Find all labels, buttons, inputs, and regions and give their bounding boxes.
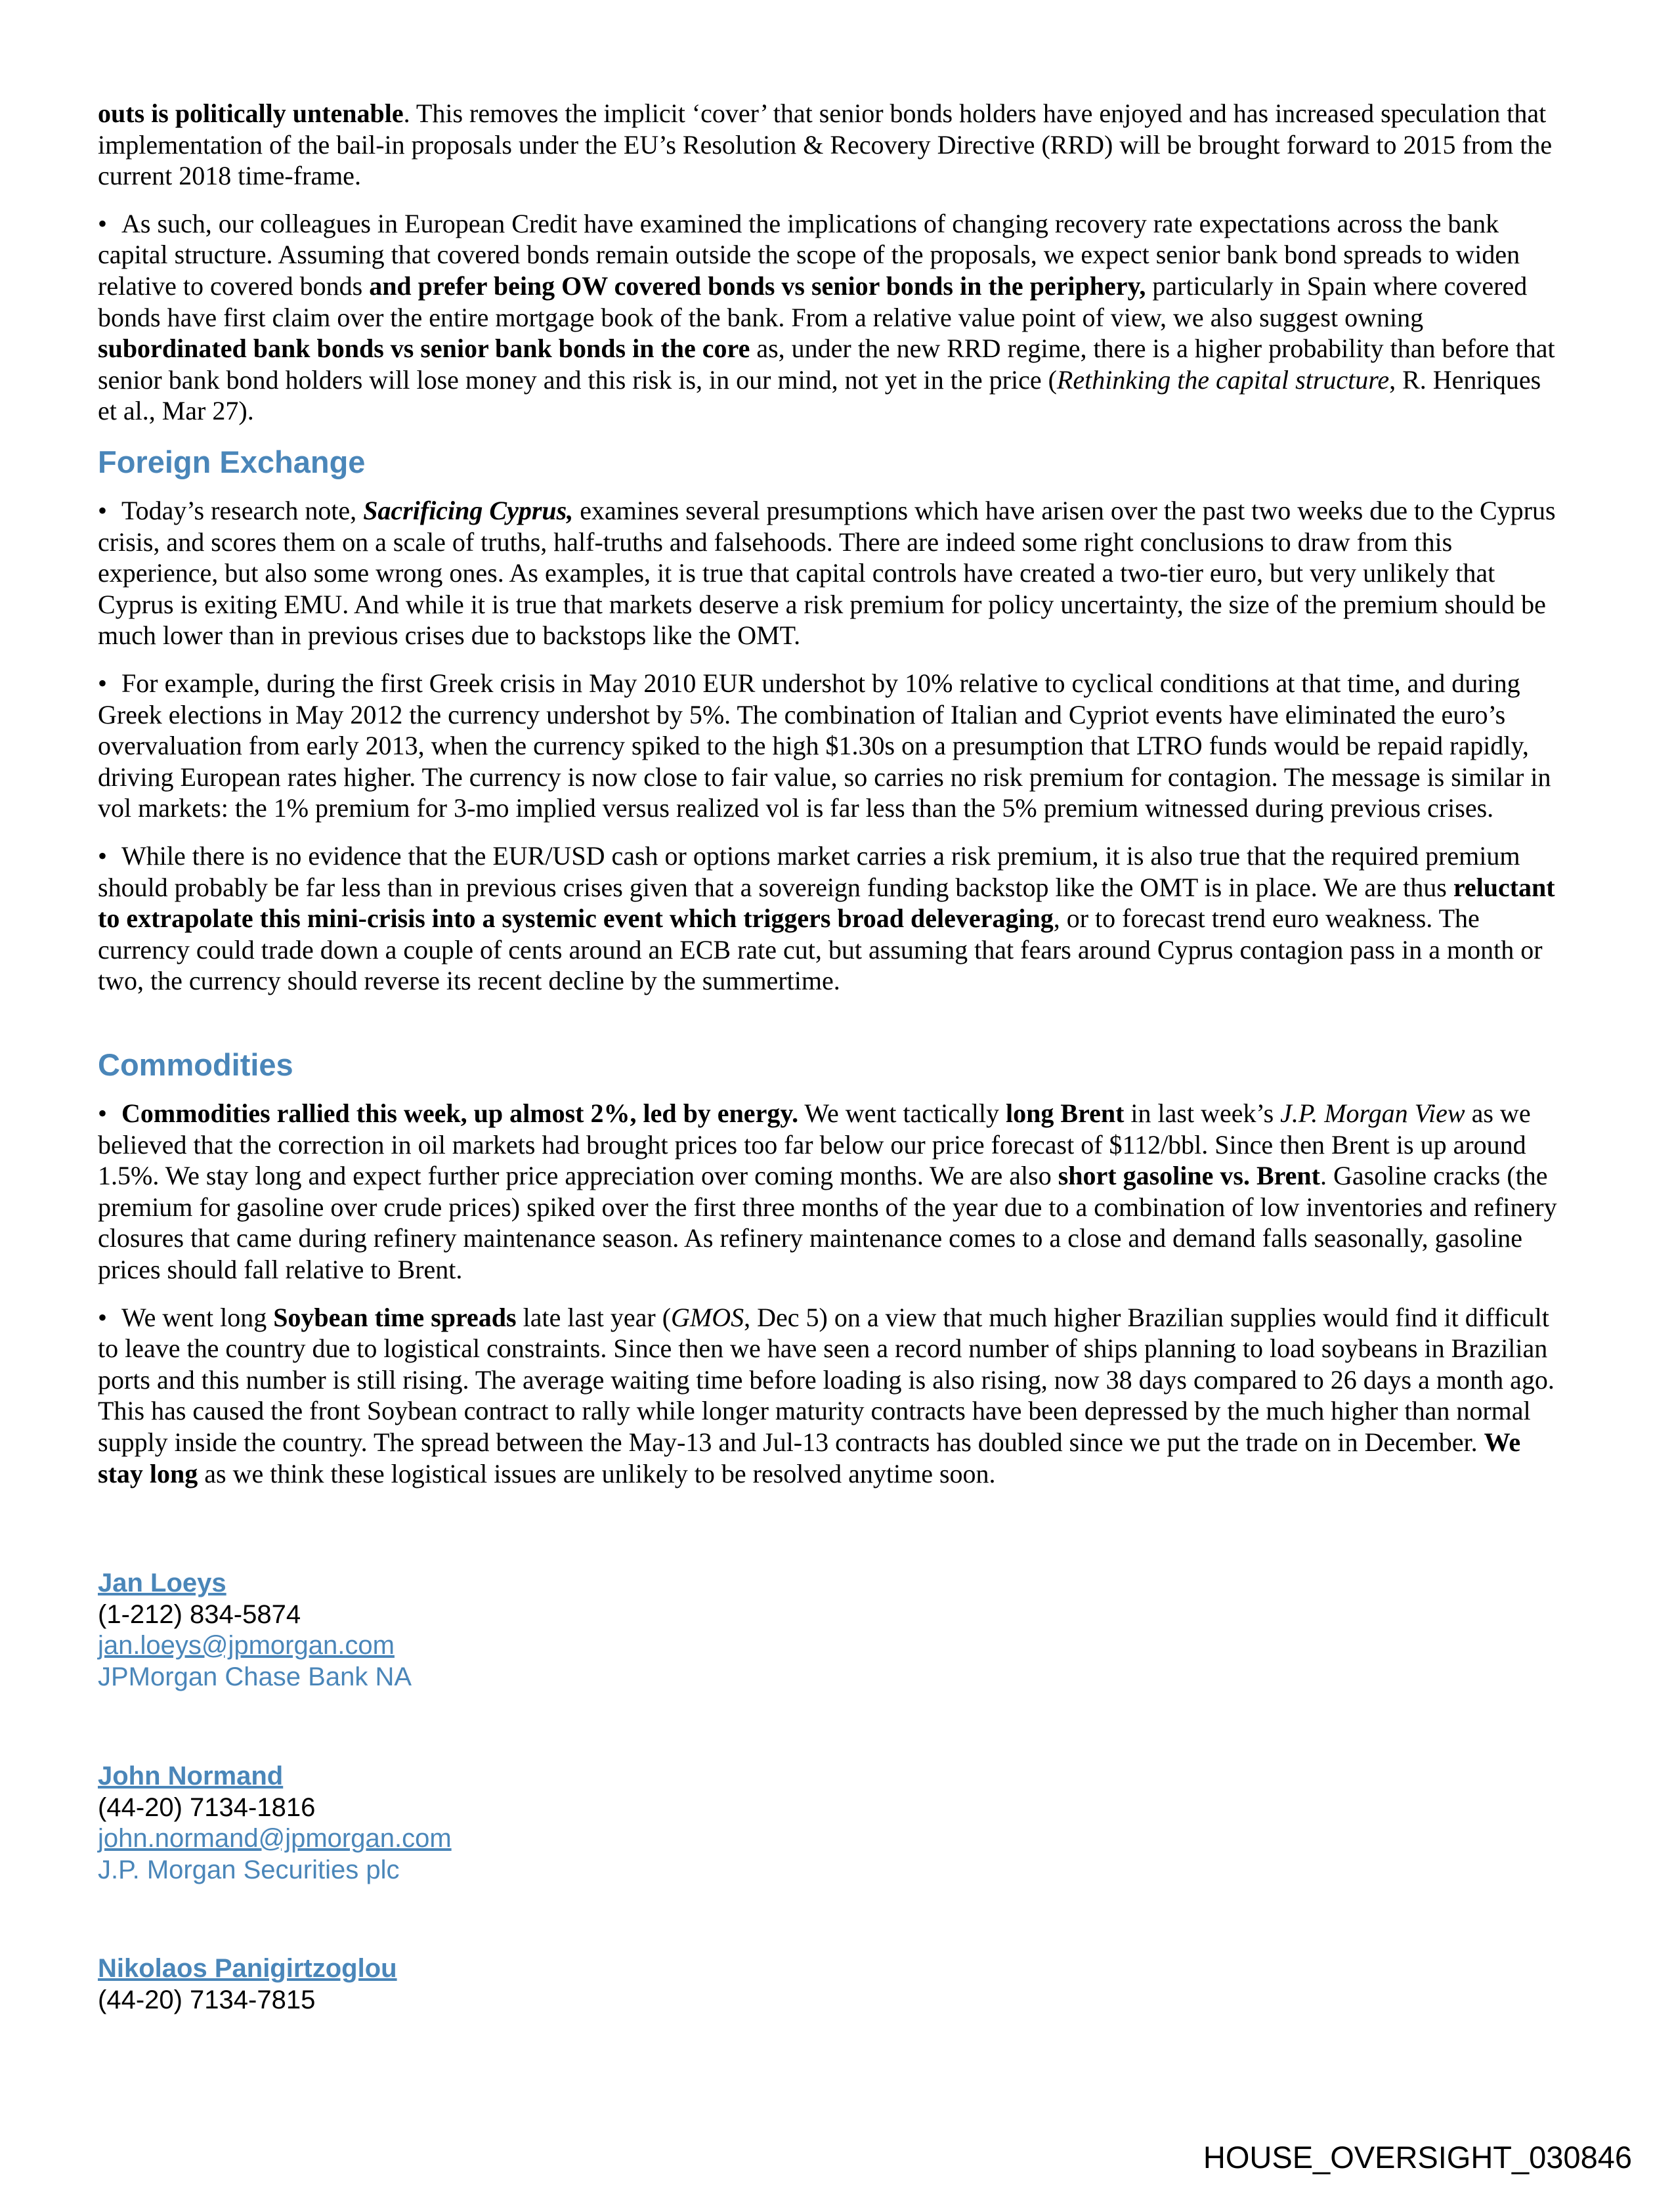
text-run: examines several presumptions which have arisen over the past two weeks due to the Cyprus crisis, and scores them on a scale of truths, half-truths and falsehoods. There are indeed some right conclusions to draw from this experience, but also some wrong ones. As examples, it is true that capital controls have created a two-tier euro, but very unlikely that Cyprus is exiting EMU. And while it is true that markets deserve a risk premium for policy uncertainty, the size of the premium should be much lower than in previous crises due to backstops like the OMT. xyxy=(98,496,1556,651)
contact-name-link[interactable]: Jan Loeys xyxy=(98,1569,226,1597)
text-run: Rethinking the capital structure xyxy=(1056,364,1390,395)
text-run: short gasoline vs. Brent xyxy=(1058,1161,1320,1191)
text-run: subordinated bank bonds vs senior bank bonds in the core xyxy=(98,334,750,364)
bullet-icon: • xyxy=(98,840,108,871)
section-heading-fx: Foreign Exchange xyxy=(98,445,366,479)
text-run: long Brent xyxy=(1006,1098,1125,1128)
contact-phone: (44-20) 7134-7815 xyxy=(98,1985,316,2014)
section-heading-commodities: Commodities xyxy=(98,1047,293,1082)
text-run: While there is no evidence that the EUR/USD cash or options market carries a risk premium, it is also true that the required premium should probably be far less than in previous crises given that a sovereign funding backstop like the OMT is in place. We are thus xyxy=(98,840,1520,902)
fx-section xyxy=(98,444,1563,481)
paragraph xyxy=(98,495,1563,651)
text-run: in last week’s xyxy=(1124,1098,1281,1128)
contact-name-link[interactable]: John Normand xyxy=(98,1762,284,1790)
text-run: reluctant to extrapolate this mini-crisis into a systemic event which triggers broad deleveraging xyxy=(98,872,1555,934)
bullet-icon: • xyxy=(98,496,108,525)
intro-section xyxy=(98,98,1563,443)
text-run: . Gasoline cracks (the premium for gasoline over crude prices) spiked over the first three months of the year due to a combination of low inventories and refinery closures that came during refinery maintenance season. As refinery maintenance comes to a close and demand falls seasonally, gasoline prices should fall relative to Brent. xyxy=(98,1161,1557,1284)
contact-firm: J.P. Morgan Securities plc xyxy=(98,1855,400,1884)
contact-card xyxy=(98,1761,452,1886)
text-run: as we think these logistical issues are unlikely to be resolved anytime soon. xyxy=(198,1458,996,1488)
contact-firm: JPMorgan Chase Bank NA xyxy=(98,1662,412,1691)
contact-card xyxy=(98,1953,397,2016)
contact-email-link[interactable]: john.normand@jpmorgan.com xyxy=(98,1824,452,1854)
text-run: Today’s research note, xyxy=(121,496,364,525)
bullet-icon: • xyxy=(98,208,108,238)
document-id-footer: HOUSE_OVERSIGHT_030846 xyxy=(1203,2140,1632,2175)
text-run: as, under the new RRD regime, there is a higher probability than before that senior bank bond holders will lose money and this risk is, in our mind, not yet in the price ( xyxy=(98,334,1555,395)
text-run: outs is politically untenable xyxy=(98,98,404,128)
text-run: particularly in Spain where covered bonds have first claim over the entire mortgage book of the bank. From a relative value point of view, we also suggest owning xyxy=(98,271,1528,332)
contact-phone: (44-20) 7134-1816 xyxy=(98,1792,316,1822)
text-run: J.P. Morgan View xyxy=(1280,1098,1465,1128)
contact-phone: (1-212) 834-5874 xyxy=(98,1599,301,1629)
contact-name-link[interactable]: Nikolaos Panigirtzoglou xyxy=(98,1954,397,1983)
text-run: For example, during the first Greek crisis in May 2010 EUR undershot by 10% relative to cyclical conditions at that time, and during Greek elections in May 2012 the currency undershot by 5%. The combination of Italian and Cypriot events have eliminated the euro’s overvaluation from early 2013, when the currency spiked to the high $1.30s on a presumption that LTRO funds would be repaid rapidly, driving European rates higher. The currency is now close to fair value, so carries no risk premium for contagion. The message is similar in vol markets: the 1% premium for 3-mo implied versus realized vol is far less than the 5% premium witnessed during previous crises. xyxy=(98,668,1551,823)
contact-card xyxy=(98,1568,412,1693)
text-run: We went long xyxy=(121,1302,274,1332)
text-run: as we believed that the correction in oil markets had brought prices too far below our price forecast of $112/bbl. Since then Brent is up around 1.5%. We stay long and expect further price appreciation over coming months. We are also xyxy=(98,1098,1531,1191)
text-run: As such, our colleagues in European Credit have examined the implications of changing recovery rate expectations across the bank capital structure. Assuming that covered bonds remain outside the scope of the proposals, we expect senior bank bond spreads to widen relative to covered bonds xyxy=(98,208,1520,301)
text-run: late last year ( xyxy=(516,1302,672,1332)
text-run: , Dec 5) on a view that much higher Brazilian supplies would find it difficult to leave the country due to logistical constraints. Since then we have seen a record number of ships planning to load soybeans in Brazilian ports and this number is still rising. The average waiting time before loading is also rising, now 38 days compared to 26 days a month ago. This has caused the front Soybean contract to rally while longer maturity contracts have been depressed by the much higher than normal supply inside the country. The spread between the May-13 and Jul-13 contracts has doubled since we put the trade on in December. xyxy=(98,1302,1555,1457)
bullet-icon: • xyxy=(98,1302,108,1332)
commodities-section xyxy=(98,1047,1563,1083)
paragraph xyxy=(98,1302,1563,1490)
text-run: Sacrificing Cyprus, xyxy=(363,496,574,525)
paragraph xyxy=(98,98,1563,192)
commodities-paragraphs xyxy=(98,1098,1563,1506)
paragraph xyxy=(98,668,1563,824)
text-run: Soybean time spreads xyxy=(273,1302,517,1332)
text-run: GMOS xyxy=(671,1302,744,1332)
text-run: We stay long xyxy=(98,1427,1521,1488)
fx-paragraphs xyxy=(98,495,1563,1013)
text-run: and prefer being OW covered bonds vs senior bonds in the periphery, xyxy=(369,271,1146,301)
paragraph xyxy=(98,208,1563,427)
text-run: , R. Henriques et al., Mar 27). xyxy=(98,364,1541,426)
paragraph xyxy=(98,1098,1563,1286)
paragraph xyxy=(98,840,1563,997)
text-run: . This removes the implicit ‘cover’ that senior bonds holders have enjoyed and has increased speculation that implementation of the bail-in proposals under the EU’s Resolution & Recovery Directive (RRD) will be brought forward to 2015 from the current 2018 time-frame. xyxy=(98,98,1553,191)
bullet-icon: • xyxy=(98,668,108,698)
bullet-icon: • xyxy=(98,1098,108,1128)
text-run: We went tactically xyxy=(798,1098,1006,1128)
contact-email-link[interactable]: jan.loeys@jpmorgan.com xyxy=(98,1631,395,1660)
text-run: Commodities rallied this week, up almost 2%, led by energy. xyxy=(121,1098,799,1128)
text-run: , or to forecast trend euro weakness. The currency could trade down a couple of cents around an ECB rate cut, but assuming that fears around Cyprus contagion pass in a month or two, the currency should reverse its recent decline by the summertime. xyxy=(98,903,1543,996)
